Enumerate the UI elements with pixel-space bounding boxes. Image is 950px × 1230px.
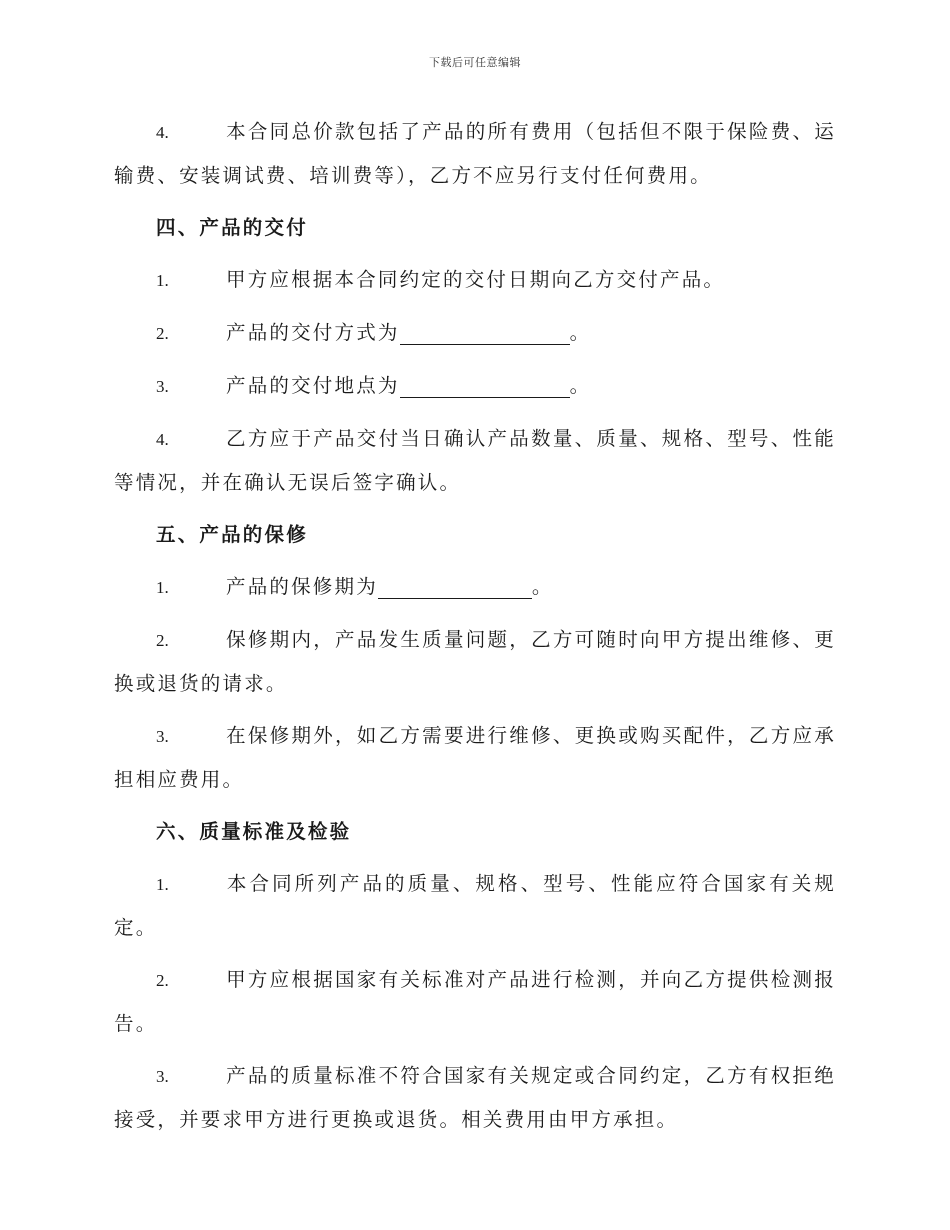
clause-text: 产品的保修期为 — [226, 575, 378, 598]
clause-number: 1. — [156, 875, 169, 894]
clause-paragraph — [114, 258, 836, 302]
section-heading: 六、质量标准及检验 — [156, 820, 352, 843]
fill-in-blank[interactable] — [400, 373, 570, 398]
clause-number: 3. — [156, 1067, 169, 1086]
clause-number: 4. — [156, 430, 169, 449]
document-body — [114, 110, 836, 1150]
section-heading: 五、产品的保修 — [156, 523, 308, 546]
clause-number: 1. — [156, 578, 169, 597]
clause-text: 甲方应根据本合同约定的交付日期向乙方交付产品。 — [226, 268, 726, 291]
clause-text: 产品的交付方式为 — [226, 321, 400, 344]
clause-number: 2. — [156, 971, 169, 990]
clause-text: 产品的质量标准不符合国家有关规定或合同约定，乙方有权拒绝接受，并要求甲方进行更换或退货。相关费用由甲方承担。 — [114, 1064, 836, 1131]
clause-paragraph — [114, 110, 836, 197]
clause-number: 4. — [156, 123, 169, 142]
clause-text: 在保修期外，如乙方需要进行维修、更换或购买配件，乙方应承担相应费用。 — [114, 724, 836, 791]
fill-in-blank[interactable] — [400, 320, 570, 345]
clause-text: 本合同总价款包括了产品的所有费用（包括但不限于保险费、运输费、安装调试费、培训费等），乙方不应另行支付任何费用。 — [114, 120, 836, 187]
fill-in-blank[interactable] — [378, 574, 532, 599]
clause-text: 本合同所列产品的质量、规格、型号、性能应符合国家有关规定。 — [114, 872, 836, 939]
section-heading: 四、产品的交付 — [156, 216, 308, 239]
clause-paragraph — [114, 862, 836, 949]
clause-paragraph — [114, 364, 836, 408]
page-header: 下载后可任意编辑 — [429, 56, 521, 69]
clause-number: 3. — [156, 377, 169, 396]
clause-number: 2. — [156, 631, 169, 650]
clause-number: 2. — [156, 324, 169, 343]
clause-text: 保修期内，产品发生质量问题，乙方可随时向甲方提出维修、更换或退货的请求。 — [114, 628, 836, 695]
clause-text: 产品的交付地点为 — [226, 374, 400, 397]
clause-text: 甲方应根据国家有关标准对产品进行检测，并向乙方提供检测报告。 — [114, 968, 836, 1035]
clause-punctuation: 。 — [531, 575, 554, 598]
clause-paragraph — [114, 618, 836, 705]
clause-punctuation: 。 — [569, 374, 592, 397]
clause-paragraph — [114, 417, 836, 504]
clause-number: 1. — [156, 271, 169, 290]
clause-number: 3. — [156, 727, 169, 746]
clause-text: 乙方应于产品交付当日确认产品数量、质量、规格、型号、性能等情况，并在确认无误后签字确认。 — [114, 427, 836, 494]
clause-punctuation: 。 — [569, 321, 592, 344]
clause-paragraph — [114, 1054, 836, 1141]
clause-paragraph — [114, 565, 836, 609]
clause-paragraph — [114, 714, 836, 801]
clause-paragraph — [114, 958, 836, 1045]
clause-paragraph — [114, 311, 836, 355]
